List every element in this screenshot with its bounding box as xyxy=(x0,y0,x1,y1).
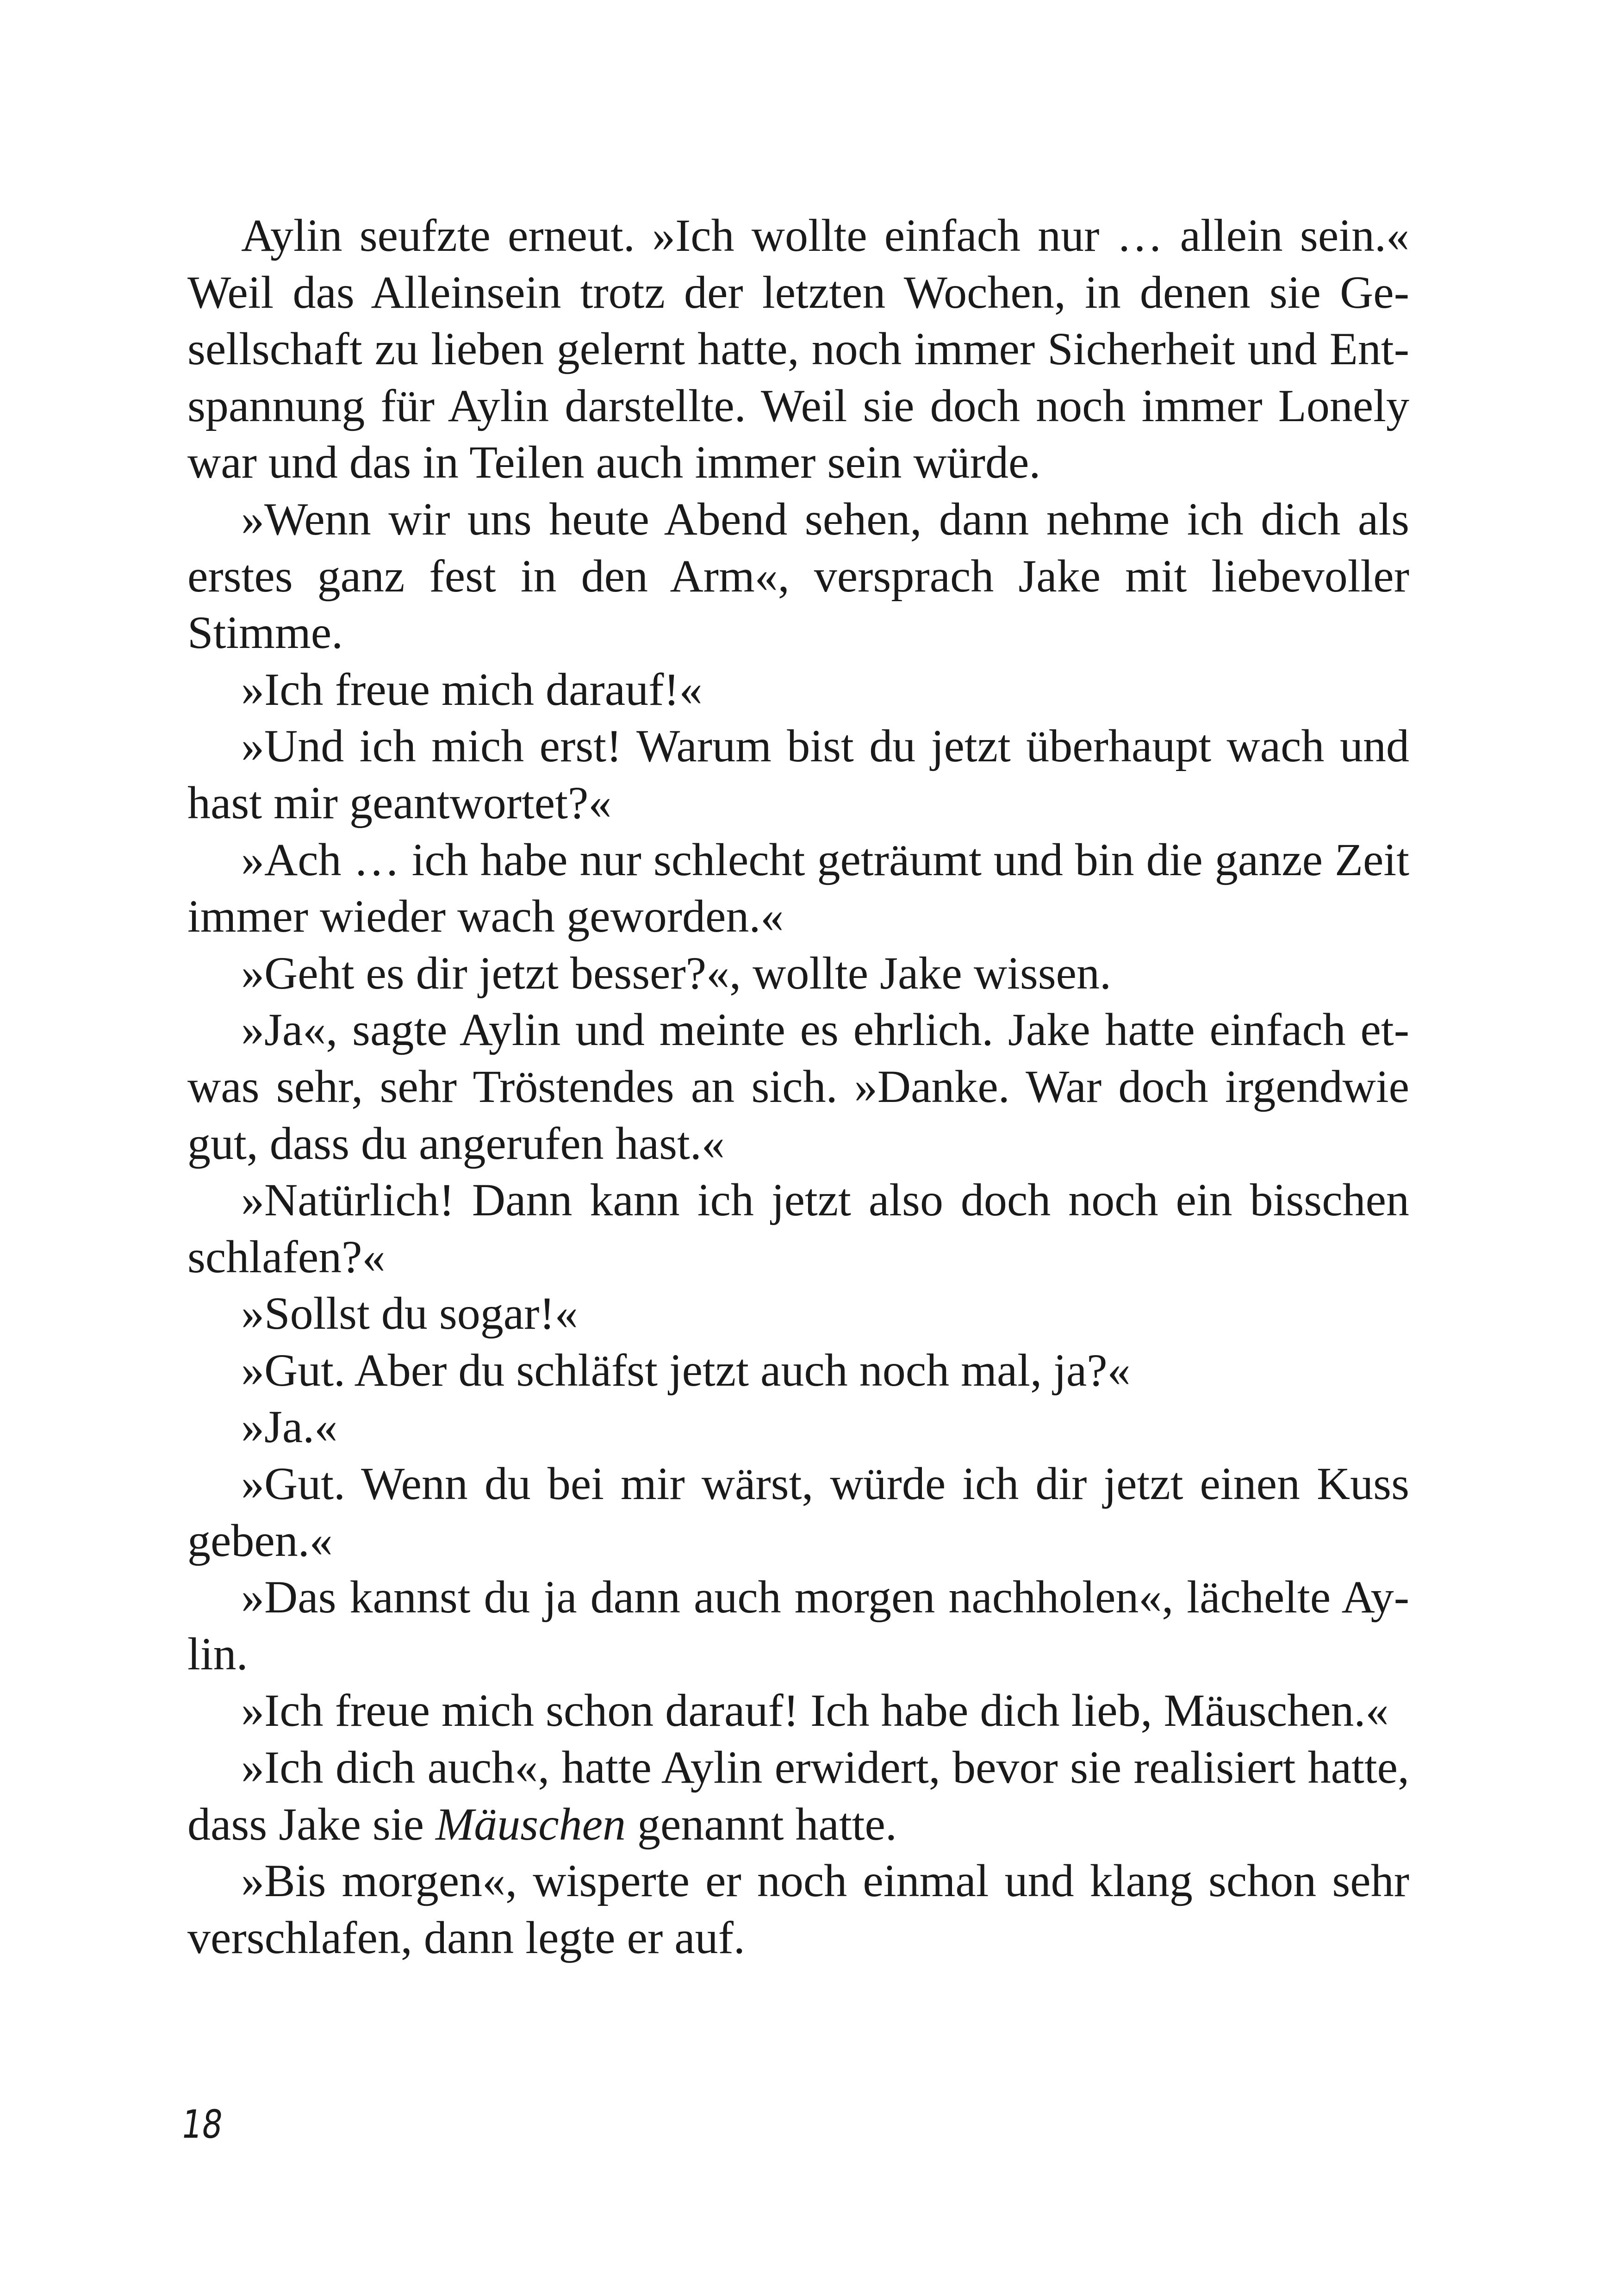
paragraph-text: »Das kannst du ja dann auch morgen nachholen«, lächelte Aylin. xyxy=(187,1571,1409,1680)
paragraph-text: »Gut. Aber du schläfst jetzt auch noch mal, ja?« xyxy=(241,1344,1131,1396)
paragraph-text: Aylin seufzte erneut. »Ich wollte einfach nur … allein sein.« Weil das Alleinsein trotz der letzten Wochen, in denen sie Gesellschaft zu lieben gelernt hatte, noch immer Sicherheit und Entspannung für Aylin darstellte. Weil sie doch noch immer Lonely war und das in Teilen auch immer sein würde. xyxy=(187,210,1409,488)
paragraph xyxy=(187,1569,1409,1682)
paragraph xyxy=(187,491,1409,661)
emphasized-text: Mäuschen xyxy=(436,1798,626,1850)
paragraph xyxy=(187,1456,1409,1569)
paragraph-text: »Natürlich! Dann kann ich jetzt also doch noch ein bisschen schlafen?« xyxy=(187,1174,1409,1282)
paragraph-text: »Geht es dir jetzt besser?«, wollte Jake wissen. xyxy=(241,947,1112,999)
paragraph xyxy=(187,832,1409,945)
paragraph-text: »Gut. Wenn du bei mir wärst, würde ich dir jetzt einen Kuss geben.« xyxy=(187,1458,1409,1566)
paragraph-text: »Bis morgen«, wisperte er noch einmal und klang schon sehr verschlafen, dann legte er auf. xyxy=(187,1855,1409,1963)
paragraph xyxy=(187,945,1409,1002)
paragraph-text: »Ach … ich habe nur schlecht geträumt und bin die ganze Zeit immer wieder wach geworden.« xyxy=(187,834,1409,942)
paragraph xyxy=(187,1739,1409,1853)
paragraph-text: »Ja.« xyxy=(241,1401,338,1453)
paragraph-text: »Sollst du sogar!« xyxy=(241,1288,578,1339)
paragraph-text: »Und ich mich erst! Warum bist du jetzt überhaupt wach und hast mir geantwortet?« xyxy=(187,720,1409,828)
body-text xyxy=(187,207,1409,1966)
paragraph-text: »Ja«, sagte Aylin und meinte es ehrlich. Jake hatte einfach etwas sehr, sehr Tröstendes an sich. »Danke. War doch irgendwie gut, dass du angerufen hast.« xyxy=(187,1004,1409,1169)
page-number: 18 xyxy=(179,2102,226,2147)
paragraph-text: »Ich dich auch«, hatte Aylin erwidert, bevor sie realisiert hatte, dass Jake sie xyxy=(187,1742,1409,1850)
paragraph xyxy=(187,1285,1409,1342)
paragraph xyxy=(187,1853,1409,1966)
paragraph xyxy=(187,1002,1409,1172)
paragraph-text: genannt hatte. xyxy=(626,1798,897,1850)
paragraph xyxy=(187,1399,1409,1456)
paragraph xyxy=(187,1342,1409,1399)
paragraph-text: »Ich freue mich darauf!« xyxy=(241,663,703,715)
paragraph-text: »Ich freue mich schon darauf! Ich habe dich lieb, Mäuschen.« xyxy=(241,1685,1389,1736)
paragraph-text: »Wenn wir uns heute Abend sehen, dann nehme ich dich als erstes ganz fest in den Arm«, versprach Jake mit liebevoller Stimme. xyxy=(187,493,1409,659)
paragraph xyxy=(187,1682,1409,1739)
paragraph xyxy=(187,718,1409,831)
paragraph xyxy=(187,207,1409,491)
paragraph xyxy=(187,1172,1409,1285)
paragraph xyxy=(187,661,1409,718)
